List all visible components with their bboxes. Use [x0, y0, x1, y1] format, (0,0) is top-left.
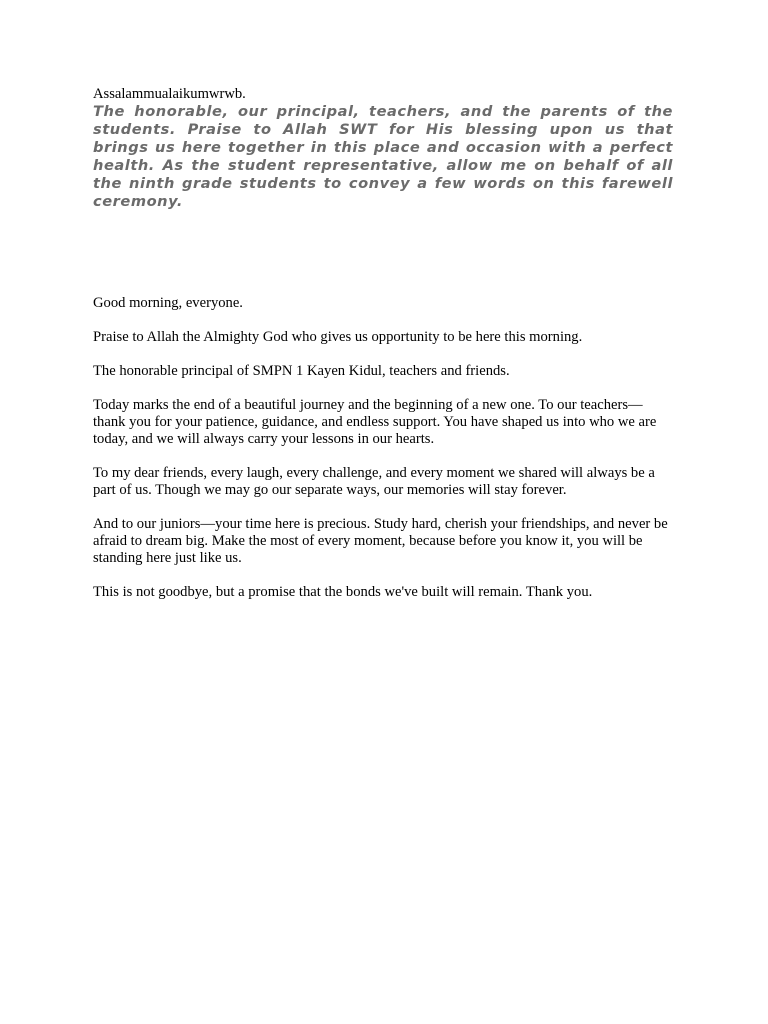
intro-paragraph: The honorable, our principal, teachers, and the parents of the students. Praise to Allah SWT for His blessing upon us that brings us here together in this place and occasion with a perfect health. As the student representative, allow me on behalf of all the ninth grade students to convey a few words on this farewell ceremony.	[93, 103, 673, 210]
document-header-section	[93, 86, 673, 211]
paragraph-friends: To my dear friends, every laugh, every challenge, and every moment we shared will always be a part of us. Though we may go our separate ways, our memories will stay forever.	[93, 465, 655, 498]
speech-body	[93, 295, 673, 618]
paragraph-closing: This is not goodbye, but a promise that the bonds we've built will remain. Thank you.	[93, 584, 593, 600]
paragraph-praise: Praise to Allah the Almighty God who gives us opportunity to be here this morning.	[93, 329, 583, 345]
paragraph-address: The honorable principal of SMPN 1 Kayen Kidul, teachers and friends.	[93, 363, 510, 379]
salutation-text: Assalammualaikumwrwb.	[93, 86, 246, 102]
paragraph-juniors: And to our juniors—your time here is precious. Study hard, cherish your friendships, and never be afraid to dream big. Make the most of every moment, because before you know it, you will be standing here just like us.	[93, 516, 668, 566]
paragraph-teachers: Today marks the end of a beautiful journey and the beginning of a new one. To our teachers—thank you for your patience, guidance, and endless support. You have shaped us into who we are today, and we will always carry your lessons in our hearts.	[93, 397, 657, 447]
paragraph-greeting: Good morning, everyone.	[93, 295, 243, 311]
